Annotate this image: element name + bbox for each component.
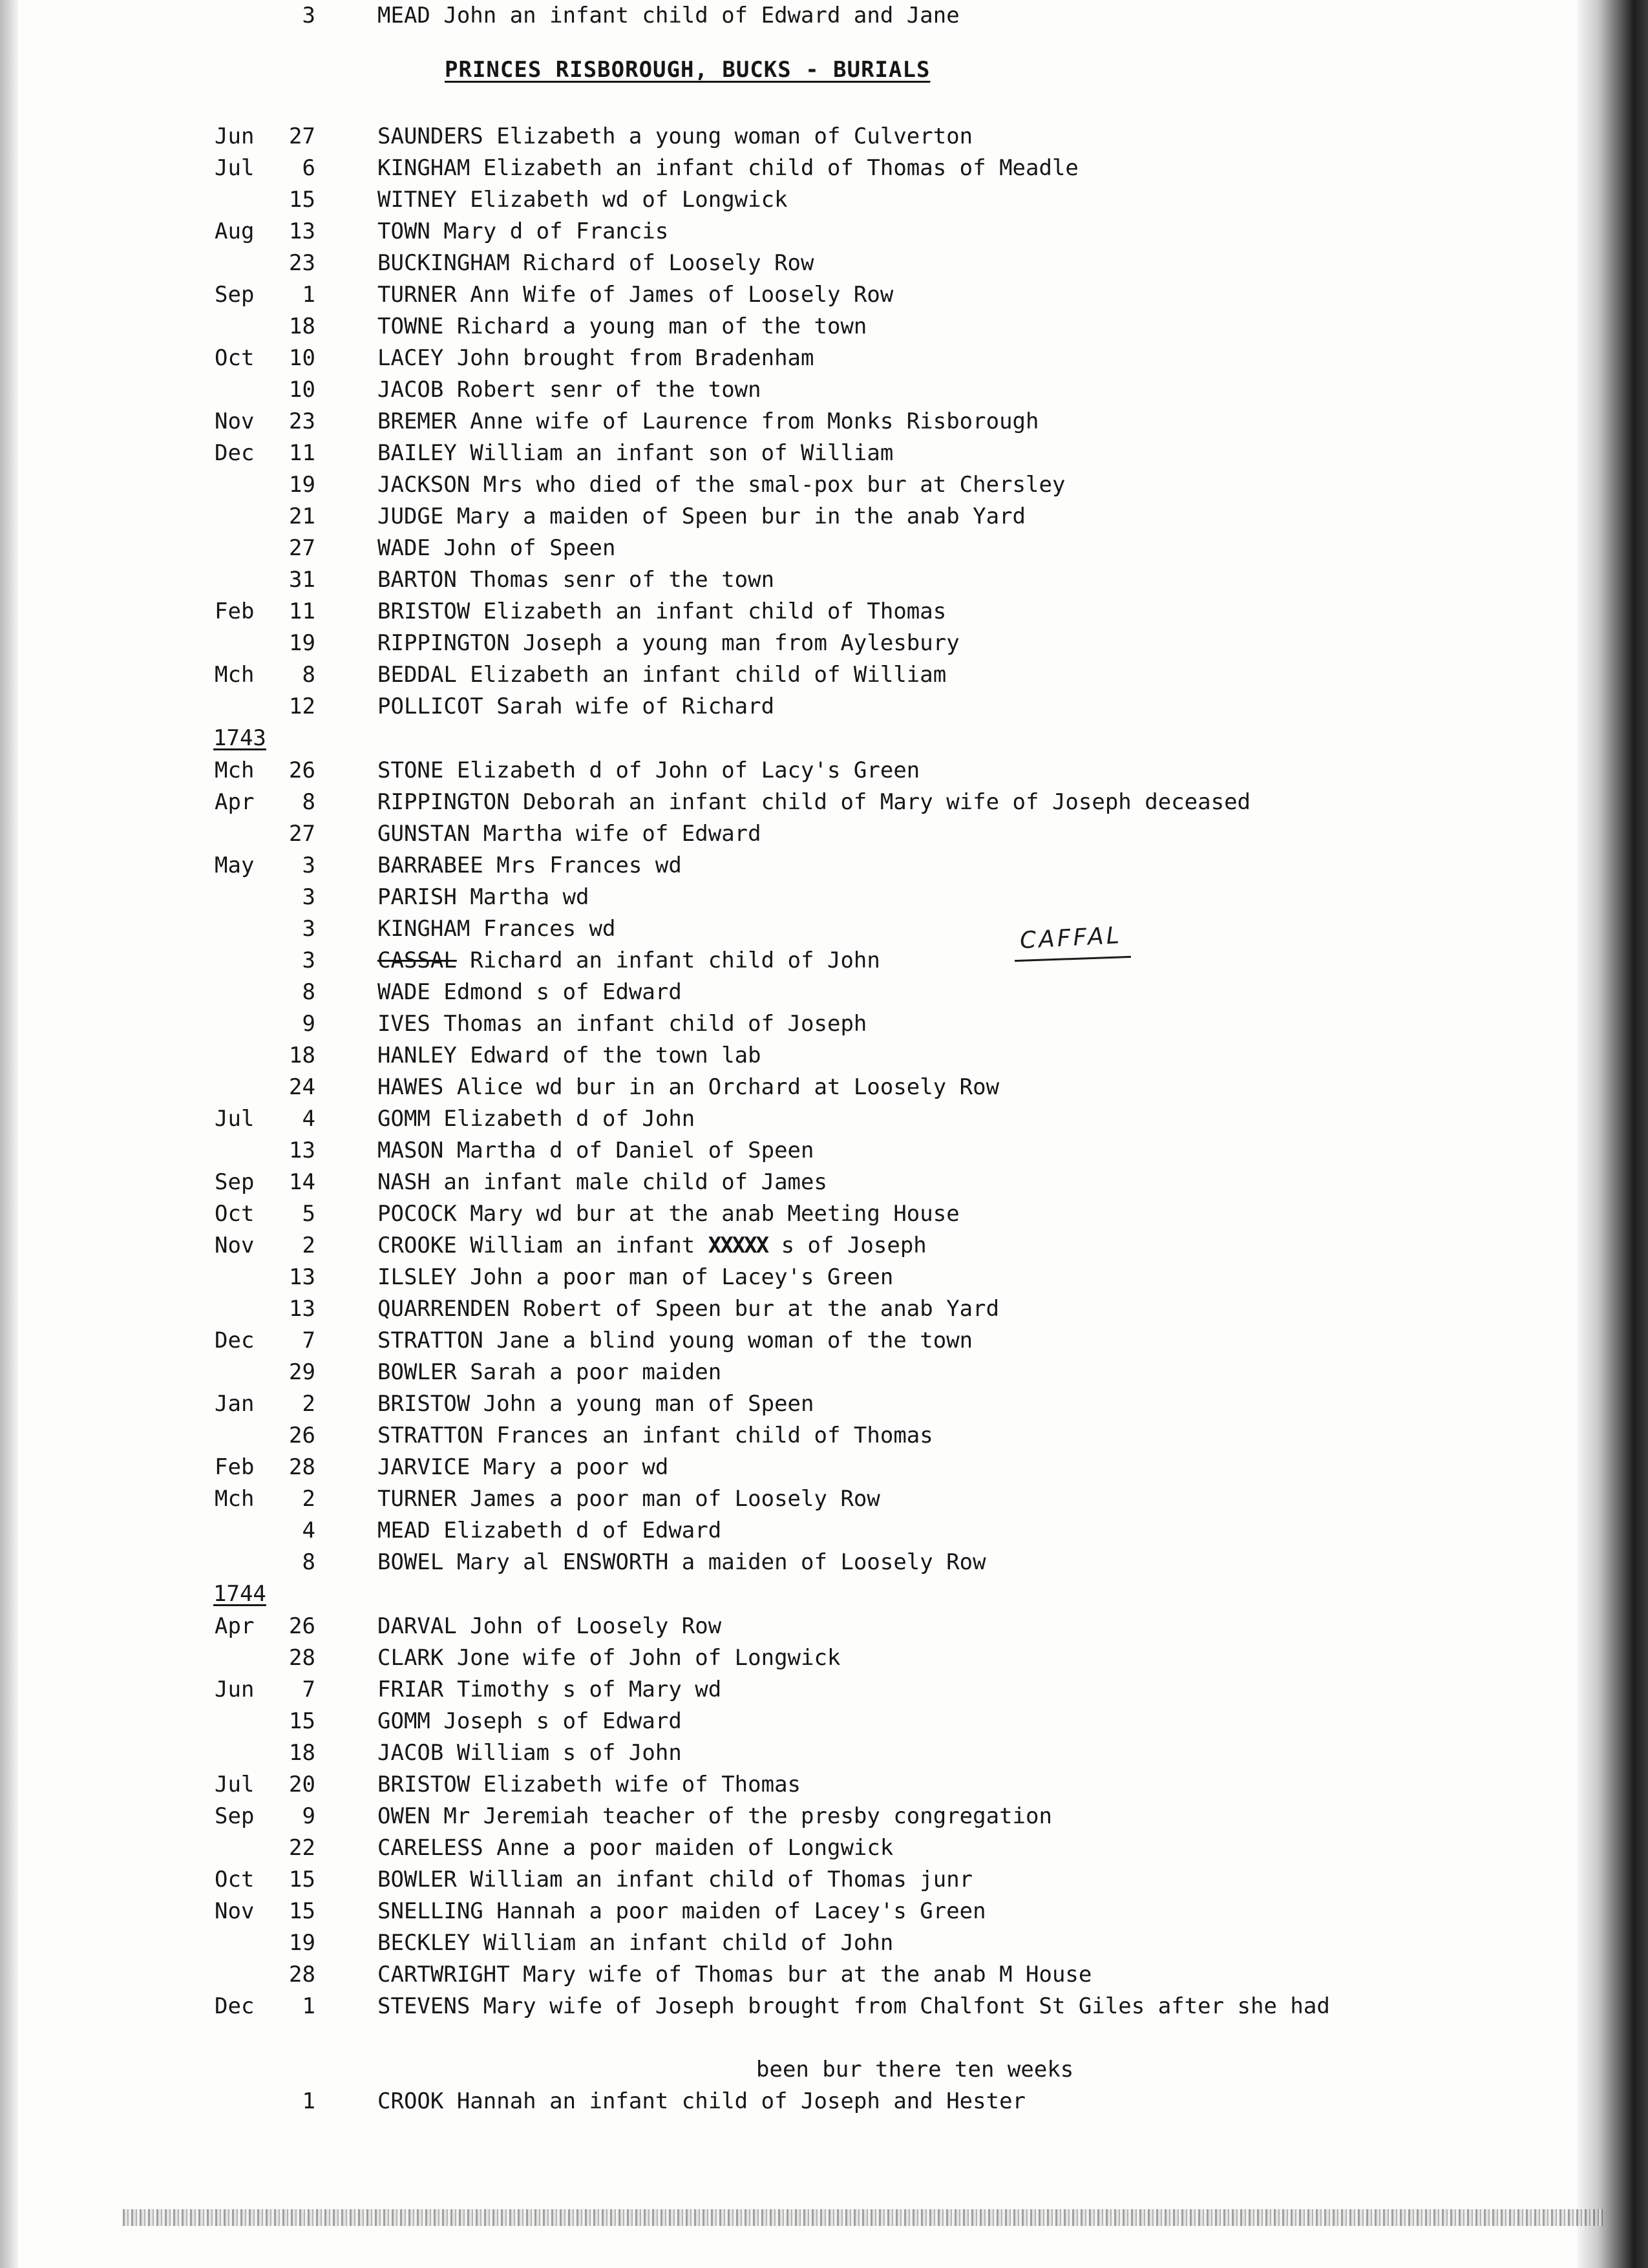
burial-entry (0, 501, 1551, 532)
entry-month: Mch (215, 758, 255, 783)
entry-day: 2 (302, 1391, 315, 1417)
entry-description: BOWLER William an infant child of Thomas junr (377, 1867, 973, 1892)
entry-day: 28 (289, 1454, 315, 1480)
entry-text (377, 1706, 682, 1737)
entry-text (377, 1040, 761, 1071)
entry-text (377, 1262, 893, 1293)
burial-entry (0, 818, 1551, 849)
entry-month: Jun (215, 1677, 255, 1702)
entry-day: 12 (289, 694, 315, 719)
burial-entry (0, 1737, 1551, 1768)
burial-entry (0, 850, 1551, 881)
entry-day: 5 (302, 1201, 315, 1227)
entry-text (377, 1642, 840, 1673)
entry-text (377, 1198, 960, 1229)
entry-text (377, 343, 814, 374)
burial-entry (0, 1040, 1551, 1071)
burial-entry (0, 1515, 1551, 1546)
binding-shadow (1577, 0, 1648, 2268)
entry-day: 26 (289, 758, 315, 783)
year-heading (0, 723, 1551, 754)
entry-day: 15 (289, 1708, 315, 1734)
entry-description: SNELLING Hannah a poor maiden of Lacey's Green (377, 1898, 986, 1924)
entry-month: Dec (215, 1993, 255, 2019)
entry-description: JACKSON Mrs who died of the smal-pox bur at Chersley (377, 472, 1066, 498)
burial-entry (0, 374, 1551, 405)
entry-day: 4 (302, 1518, 315, 1543)
entry-text (377, 1230, 927, 1261)
entry-text (377, 1103, 695, 1134)
entry-text (377, 1325, 973, 1356)
burial-entry (0, 1642, 1551, 1673)
year-heading (0, 1578, 1551, 1609)
entry-day: 18 (289, 313, 315, 339)
burial-entry (0, 1262, 1551, 1293)
year-label: 1743 (213, 725, 266, 751)
entry-day: 28 (289, 1645, 315, 1671)
entry-description: CARTWRIGHT Mary wife of Thomas bur at the anab M House (377, 1962, 1092, 1987)
entry-day: 23 (289, 408, 315, 434)
entry-description: POCOCK Mary wd bur at the anab Meeting House (377, 1201, 960, 1227)
entry-text (377, 787, 1251, 818)
entry-description: STRATTON Jane a blind young woman of the town (377, 1328, 973, 1353)
burial-entry (0, 1959, 1551, 1990)
entry-text (377, 153, 1079, 184)
entry-day: 21 (289, 503, 315, 529)
entry-description: STEVENS Mary wife of Joseph brought from Chalfont St Giles after she had (377, 1993, 1330, 2019)
entry-description: WADE Edmond s of Edward (377, 979, 682, 1005)
page-title: PRINCES RISBOROUGH, BUCKS - BURIALS (445, 57, 931, 83)
entry-text (377, 913, 615, 944)
burial-entry (0, 977, 1551, 1008)
entry-month: Nov (215, 1233, 255, 1258)
entry-day: 7 (302, 1328, 315, 1353)
entry-description: GOMM Elizabeth d of John (377, 1106, 695, 1132)
entry-day: 6 (302, 155, 315, 181)
entry-text (377, 1896, 986, 1927)
burial-entry (0, 945, 1551, 976)
entry-text (377, 1864, 973, 1895)
entry-description: RIPPINGTON Deborah an infant child of Mary wife of Joseph deceased (377, 789, 1251, 815)
entry-day: 8 (302, 662, 315, 688)
year-label: 1744 (213, 1581, 266, 1607)
burial-entry (0, 1674, 1551, 1705)
entry-text (377, 1167, 827, 1198)
entry-description: STONE Elizabeth d of John of Lacy's Green (377, 758, 920, 783)
entry-description: TOWNE Richard a young man of the town (377, 313, 867, 339)
entry-month: Sep (215, 1169, 255, 1195)
entry-description: WITNEY Elizabeth wd of Longwick (377, 187, 788, 213)
entry-text (377, 1008, 867, 1039)
burial-entry (0, 755, 1551, 786)
entry-month: Oct (215, 1201, 255, 1227)
burial-entry (0, 1167, 1551, 1198)
entry-day: 19 (289, 472, 315, 498)
entry-text (377, 1515, 721, 1546)
entry-description: CLARK Jone wife of John of Longwick (377, 1645, 841, 1671)
entry-month: Nov (215, 1898, 255, 1924)
entry-text (377, 184, 788, 215)
burial-entry (0, 1832, 1551, 1863)
entry-day: 3 (302, 916, 315, 942)
entry-month: Jun (215, 123, 255, 149)
struck-surname: CASSAL (377, 948, 457, 973)
entry-description: TURNER Ann Wife of James of Loosely Row (377, 282, 894, 308)
entry-month: Mch (215, 662, 255, 688)
entry-text (377, 628, 960, 659)
entry-day: 20 (289, 1772, 315, 1797)
entry-month: Oct (215, 1867, 255, 1892)
entry-month: Sep (215, 1803, 255, 1829)
entry-text (377, 1452, 668, 1483)
burial-entry (0, 121, 1551, 152)
entry-description: SAUNDERS Elizabeth a young woman of Culverton (377, 123, 973, 149)
entry-description-continued: s of Joseph (768, 1233, 927, 1258)
entry-text (377, 248, 814, 279)
entry-description: RIPPINGTON Joseph a young man from Aylesbury (377, 630, 960, 656)
entry-text (377, 121, 973, 152)
entry-day: 1 (302, 282, 315, 308)
entry-description: JACOB Robert senr of the town (377, 377, 761, 403)
entry-day: 9 (302, 1803, 315, 1829)
entry-month: Oct (215, 345, 255, 371)
entry-month: Feb (215, 599, 255, 624)
entry-text (377, 659, 946, 690)
entry-text (377, 469, 1065, 500)
entry-continuation: been bur there ten weeks (756, 2057, 1074, 2083)
burial-entry (0, 184, 1551, 215)
entry-day: 8 (302, 1549, 315, 1575)
entry-day: 27 (289, 123, 315, 149)
overstruck-text: XXXXX (708, 1233, 768, 1258)
burial-entry (0, 1991, 1551, 2022)
entry-description: MEAD John an infant child of Edward and Jane (377, 3, 960, 28)
entry-day: 11 (289, 440, 315, 466)
entry-description: TOWN Mary d of Francis (377, 218, 669, 244)
burial-entry (0, 279, 1551, 310)
entry-month: Apr (215, 1613, 255, 1639)
entry-description: KINGHAM Elizabeth an infant child of Thomas of Meadle (377, 155, 1079, 181)
entry-month: Sep (215, 282, 255, 308)
entry-text (377, 311, 867, 342)
entry-text (377, 374, 761, 405)
entry-text (377, 596, 946, 627)
burial-entry (0, 1293, 1551, 1324)
entry-text (377, 438, 893, 469)
entry-text (377, 533, 615, 564)
entry-text (377, 1135, 814, 1166)
entry-month: Jan (215, 1391, 255, 1417)
entry-description: STRATTON Frances an infant child of Thomas (377, 1423, 933, 1448)
entry-day: 19 (289, 630, 315, 656)
burial-entry (0, 1769, 1551, 1800)
entry-description: POLLICOT Sarah wife of Richard (377, 694, 775, 719)
entry-day: 8 (302, 979, 315, 1005)
entry-text (377, 1769, 801, 1800)
entry-description: BEDDAL Elizabeth an infant child of William (377, 662, 947, 688)
entry-day: 13 (289, 218, 315, 244)
burial-entry (0, 438, 1551, 469)
entry-text (377, 2086, 1026, 2117)
entry-description: OWEN Mr Jeremiah teacher of the presby congregation (377, 1803, 1052, 1829)
entry-text (377, 755, 920, 786)
entry-month: Dec (215, 440, 255, 466)
entry-day: 27 (289, 821, 315, 847)
entry-day: 19 (289, 1930, 315, 1956)
entry-text (377, 564, 774, 595)
entry-month: Nov (215, 408, 255, 434)
entry-description: Richard an infant child of John (456, 948, 880, 973)
entry-day: 22 (289, 1835, 315, 1861)
entry-month: Jul (215, 1106, 255, 1132)
entry-description: BARRABEE Mrs Frances wd (377, 853, 682, 878)
entry-text (377, 1072, 999, 1103)
burial-entry (0, 1072, 1551, 1103)
entry-day: 3 (302, 853, 315, 878)
burial-entry (0, 469, 1551, 500)
entry-month: Feb (215, 1454, 255, 1480)
entry-day: 1 (302, 2088, 315, 2114)
entry-day: 26 (289, 1423, 315, 1448)
entry-text (377, 1483, 880, 1514)
entry-day: 8 (302, 789, 315, 815)
entry-text (377, 1959, 1092, 1990)
burial-entry (0, 1706, 1551, 1737)
entry-description: FRIAR Timothy s of Mary wd (377, 1677, 722, 1702)
burial-entry (0, 311, 1551, 342)
entry-text (377, 850, 682, 881)
entry-day: 2 (302, 1486, 315, 1512)
entry-text (377, 1737, 682, 1768)
entry-day: 13 (289, 1138, 315, 1163)
entry-day: 3 (302, 3, 315, 28)
entry-day: 29 (289, 1359, 315, 1385)
entry-description: IVES Thomas an infant child of Joseph (377, 1011, 867, 1037)
entry-description: HAWES Alice wd bur in an Orchard at Loosely Row (377, 1074, 1000, 1100)
entry-text (377, 818, 761, 849)
entry-description: QUARRENDEN Robert of Speen bur at the anab Yard (377, 1296, 1000, 1322)
entry-text (377, 1357, 721, 1388)
entry-description: BARTON Thomas senr of the town (377, 567, 775, 593)
handwritten-correction: CAFFAL (1019, 922, 1123, 955)
entry-day: 9 (302, 1011, 315, 1037)
entry-day: 13 (289, 1296, 315, 1322)
entry-description: DARVAL John of Loosely Row (377, 1613, 722, 1639)
entry-description: BRISTOW Elizabeth an infant child of Thomas (377, 599, 947, 624)
burial-entry (0, 153, 1551, 184)
burial-entry (0, 659, 1551, 690)
entry-text (377, 216, 668, 247)
entry-day: 15 (289, 187, 315, 213)
burial-entry (0, 1452, 1551, 1483)
entry-month: Apr (215, 789, 255, 815)
burial-entry (0, 1801, 1551, 1832)
entry-description: BRISTOW Elizabeth wife of Thomas (377, 1772, 801, 1797)
entry-day: 27 (289, 535, 315, 561)
burial-entry (0, 0, 1551, 31)
burial-entry (0, 1896, 1551, 1927)
burial-entry (0, 1357, 1551, 1388)
entry-day: 15 (289, 1867, 315, 1892)
entry-description: KINGHAM Frances wd (377, 916, 616, 942)
burial-entry (0, 596, 1551, 627)
entry-description: TURNER James a poor man of Loosely Row (377, 1486, 880, 1512)
entry-continuation-line (0, 2054, 1551, 2085)
burial-entry (0, 1325, 1551, 1356)
entry-text (377, 977, 682, 1008)
entry-text (377, 1801, 1052, 1832)
burial-entry (0, 1927, 1551, 1958)
entry-text (377, 0, 960, 31)
entry-month: Jul (215, 155, 255, 181)
entry-month: Jul (215, 1772, 255, 1797)
burial-entry (0, 564, 1551, 595)
burial-entry (0, 1198, 1551, 1229)
scan-edge-noise (123, 2209, 1603, 2226)
entry-description: JUDGE Mary a maiden of Speen bur in the anab Yard (377, 503, 1026, 529)
burial-entry (0, 691, 1551, 722)
entry-text (377, 1991, 1330, 2022)
entry-month: Dec (215, 1328, 255, 1353)
entry-description: CROOK Hannah an infant child of Joseph and Hester (377, 2088, 1026, 2114)
burial-entry (0, 1864, 1551, 1895)
entry-description: CARELESS Anne a poor maiden of Longwick (377, 1835, 894, 1861)
burial-entry (0, 628, 1551, 659)
entry-description: PARISH Martha wd (377, 884, 589, 910)
entry-day: 15 (289, 1898, 315, 1924)
entry-text (377, 1832, 893, 1863)
entry-day: 11 (289, 599, 315, 624)
entry-text (377, 945, 880, 976)
entry-description: BOWLER Sarah a poor maiden (377, 1359, 722, 1385)
entry-text (377, 1927, 893, 1958)
entry-description: ILSLEY John a poor man of Lacey's Green (377, 1264, 894, 1290)
entry-day: 26 (289, 1613, 315, 1639)
entry-description: BUCKINGHAM Richard of Loosely Row (377, 250, 814, 276)
entry-description: JACOB William s of John (377, 1740, 682, 1766)
entry-text (377, 1388, 814, 1419)
entry-description: JARVICE Mary a poor wd (377, 1454, 669, 1480)
entry-day: 4 (302, 1106, 315, 1132)
entry-text (377, 1611, 721, 1642)
entry-month: Mch (215, 1486, 255, 1512)
entry-month: Aug (215, 218, 255, 244)
entry-description: LACEY John brought from Bradenham (377, 345, 814, 371)
entry-day: 3 (302, 948, 315, 973)
entry-text (377, 501, 1026, 532)
burial-entry (0, 787, 1551, 818)
entry-text (377, 1674, 721, 1705)
entry-month: May (215, 853, 255, 878)
entry-description: BRISTOW John a young man of Speen (377, 1391, 814, 1417)
entry-day: 23 (289, 250, 315, 276)
burial-entry (0, 216, 1551, 247)
entry-text (377, 1293, 999, 1324)
burial-entry (0, 343, 1551, 374)
burial-entry (0, 2086, 1551, 2117)
burial-entry (0, 1483, 1551, 1514)
entry-day: 24 (289, 1074, 315, 1100)
entry-description: BREMER Anne wife of Laurence from Monks Risborough (377, 408, 1039, 434)
burial-entry (0, 533, 1551, 564)
burial-entry (0, 1103, 1551, 1134)
entry-description: WADE John of Speen (377, 535, 616, 561)
entry-day: 18 (289, 1740, 315, 1766)
entry-description: MEAD Elizabeth d of Edward (377, 1518, 722, 1543)
burial-entry (0, 248, 1551, 279)
entry-description: MASON Martha d of Daniel of Speen (377, 1138, 814, 1163)
entry-description: GOMM Joseph s of Edward (377, 1708, 682, 1734)
entry-text (377, 279, 893, 310)
burial-entry (0, 1388, 1551, 1419)
entry-text (377, 406, 1039, 437)
entry-day: 31 (289, 567, 315, 593)
burial-entry (0, 913, 1551, 944)
entry-day: 10 (289, 377, 315, 403)
entry-description: BAILEY William an infant son of William (377, 440, 894, 466)
entry-description: BECKLEY William an infant child of John (377, 1930, 894, 1956)
burial-entry (0, 1135, 1551, 1166)
burial-entry (0, 1420, 1551, 1451)
entry-day: 18 (289, 1043, 315, 1068)
entry-day: 1 (302, 1993, 315, 2019)
entry-description: CROOKE William an infant (377, 1233, 695, 1258)
entry-day: 3 (302, 884, 315, 910)
entry-description: GUNSTAN Martha wife of Edward (377, 821, 761, 847)
entry-description: NASH an infant male child of James (377, 1169, 827, 1195)
burial-entry (0, 1547, 1551, 1578)
burial-entry (0, 1230, 1551, 1261)
entry-text (377, 1547, 986, 1578)
entry-text (377, 882, 589, 913)
entry-description: BOWEL Mary al ENSWORTH a maiden of Loosely Row (377, 1549, 986, 1575)
burial-entry (0, 1611, 1551, 1642)
entry-day: 2 (302, 1233, 315, 1258)
entry-text (377, 1420, 933, 1451)
entry-text (377, 691, 774, 722)
entry-day: 14 (289, 1169, 315, 1195)
entry-description: HANLEY Edward of the town lab (377, 1043, 761, 1068)
entry-day: 13 (289, 1264, 315, 1290)
entry-day: 28 (289, 1962, 315, 1987)
burial-entry (0, 882, 1551, 913)
entry-day: 10 (289, 345, 315, 371)
burial-entry (0, 1008, 1551, 1039)
burial-entry (0, 406, 1551, 437)
entry-day: 7 (302, 1677, 315, 1702)
